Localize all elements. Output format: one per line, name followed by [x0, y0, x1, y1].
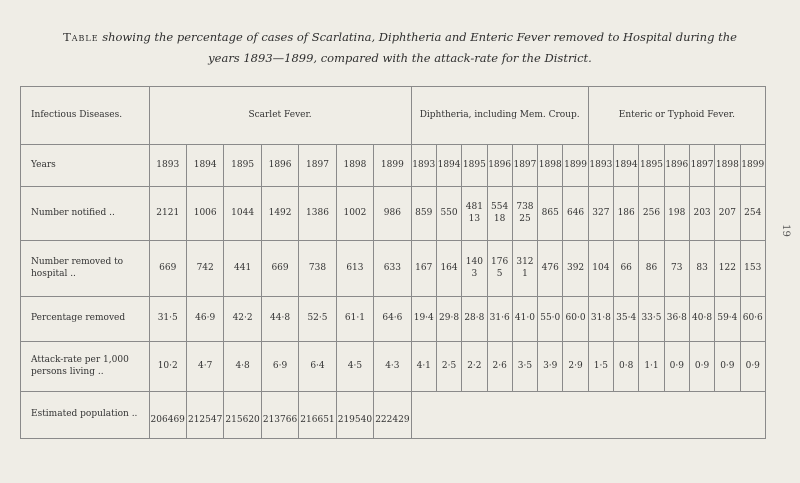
cell-value: 104 [592, 262, 610, 273]
row-number-removed [21, 241, 766, 297]
cell-value: 215620 [225, 414, 260, 425]
table-cell [186, 241, 223, 297]
year-header: 1895 [462, 145, 487, 187]
table-cell [374, 241, 411, 297]
cell-value: 441 [234, 262, 252, 273]
table-cell [299, 297, 336, 342]
page-number: 19 [780, 224, 792, 237]
cell-value: 1492 [268, 207, 292, 218]
cell-value: 213766 [262, 414, 298, 425]
caption-text-2: years 1893—1899, compared with the attack-rate for the District. [208, 51, 592, 65]
cell-value: 6·9 [272, 360, 288, 371]
cell-value: 0·9 [669, 360, 684, 371]
year-header: 1897 [299, 145, 336, 187]
table-cell [261, 241, 298, 297]
table-cell [261, 187, 298, 241]
table-cell [336, 342, 373, 392]
table-cell [740, 241, 765, 297]
cell-value: 83 [696, 262, 708, 273]
table-cell [538, 297, 563, 342]
table-cell [462, 241, 487, 297]
cell-subvalue: 3 [471, 268, 478, 279]
row-estimated-population [21, 392, 766, 439]
table-cell [715, 297, 740, 342]
year-header: 1895 [639, 145, 664, 187]
cell-value: 66 [620, 262, 632, 273]
table-cell [512, 342, 537, 392]
cell-value: 29·8 [439, 313, 460, 324]
years-row [21, 145, 766, 187]
cell-value: 859 [415, 207, 433, 218]
cell-value: 216651 [300, 414, 335, 425]
table-cell [512, 297, 537, 342]
year-header: 1899 [563, 145, 588, 187]
cell-value: 2·9 [568, 360, 583, 371]
table-cell [374, 392, 411, 439]
cell-value: 0·9 [745, 360, 760, 371]
cell-value: 1002 [343, 207, 367, 218]
cell-value: 207 [718, 207, 736, 218]
cell-value: 669 [271, 262, 289, 273]
table-cell [186, 342, 223, 392]
cell-value: 738 [516, 202, 534, 213]
cell-value: 31·8 [590, 313, 611, 324]
cell-value: 60·0 [565, 313, 586, 324]
caption-line-1 [20, 30, 780, 44]
cell-value: 28·8 [464, 313, 485, 324]
cell-value: 1006 [193, 207, 217, 218]
cell-value: 86 [645, 262, 658, 273]
cell-value: 40·8 [692, 313, 713, 324]
cell-subvalue: 25 [519, 213, 531, 224]
year-header: 1899 [740, 145, 765, 187]
table-cell [487, 187, 512, 241]
table-cell [149, 187, 186, 241]
cell-value: 0·8 [619, 360, 634, 371]
cell-value: 633 [383, 262, 401, 273]
cell-value: 392 [566, 262, 585, 273]
table-cell [261, 297, 298, 342]
table-cell [411, 241, 436, 297]
table-cell [436, 241, 461, 297]
cell-value: 1·1 [644, 360, 659, 371]
table-cell [336, 241, 373, 297]
year-header: 1896 [664, 145, 689, 187]
cell-value: 52·5 [307, 313, 328, 324]
table-cell [740, 297, 765, 342]
table-cell [740, 187, 765, 241]
cell-value: 4·8 [235, 360, 250, 371]
row-label: Estimated population .. [21, 392, 150, 439]
cell-value: 31·5 [157, 313, 178, 324]
cell-value: 2·5 [441, 360, 457, 371]
cell-value: 256 [642, 207, 661, 218]
year-header: 1898 [336, 145, 373, 187]
caption-text: showing the percentage of cases of Scarlatina, Diphtheria and Enteric Fever removed to Hospital during the [102, 30, 737, 44]
table-cell [588, 342, 613, 392]
table-cell [487, 297, 512, 342]
group-scarlet-fever: Scarlet Fever. [149, 87, 411, 145]
table-cell [563, 187, 588, 241]
cell-value: 669 [159, 262, 177, 273]
cell-value: 554 [491, 202, 509, 213]
table-cell [664, 297, 689, 342]
table-cell [563, 241, 588, 297]
table-cell [614, 241, 639, 297]
table-cell [462, 187, 487, 241]
empty-cell [411, 392, 765, 439]
group-enteric-fever: Enteric or Typhoid Fever. [588, 87, 765, 145]
table-cell [336, 187, 373, 241]
table-cell [664, 187, 689, 241]
cell-value: 481 [465, 202, 483, 213]
cell-value: 31·6 [489, 313, 510, 324]
cell-value: 55·0 [540, 313, 561, 324]
table-cell [149, 342, 186, 392]
cell-value: 33·5 [641, 313, 662, 324]
cell-value: 4·5 [347, 360, 363, 371]
table-cell [186, 187, 223, 241]
corner-header: Infectious Diseases. [21, 87, 150, 145]
table-cell [614, 187, 639, 241]
cell-value: 6·4 [310, 360, 325, 371]
header-row [21, 87, 766, 145]
cell-value: 198 [668, 207, 686, 218]
table-cell [538, 241, 563, 297]
cell-value: 60·6 [742, 313, 763, 324]
cell-value: 327 [592, 207, 610, 218]
cell-value: 44·8 [270, 313, 291, 324]
table-cell [512, 187, 537, 241]
table-cell [614, 342, 639, 392]
cell-value: 140 [465, 257, 483, 268]
cell-value: 1·5 [593, 360, 609, 371]
cell-value: 42·2 [232, 313, 253, 324]
year-header: 1894 [436, 145, 461, 187]
cell-value: 212547 [187, 414, 223, 425]
table-cell [588, 241, 613, 297]
table-cell [538, 342, 563, 392]
table-cell [374, 342, 411, 392]
data-table [20, 86, 766, 439]
table-cell [538, 187, 563, 241]
table-cell [639, 187, 664, 241]
year-header: 1894 [614, 145, 639, 187]
table-cell [639, 342, 664, 392]
table-cell [261, 342, 298, 392]
year-header: 1896 [261, 145, 298, 187]
cell-value: 4·3 [385, 360, 400, 371]
table-cell [563, 342, 588, 392]
cell-value: 613 [346, 262, 364, 273]
table-cell [715, 241, 740, 297]
cell-subvalue: 5 [496, 268, 503, 279]
table-cell [336, 392, 373, 439]
cell-value: 206469 [150, 414, 185, 425]
cell-value: 167 [415, 262, 433, 273]
table-cell [299, 392, 336, 439]
table-cell [689, 342, 714, 392]
cell-value: 61·1 [344, 313, 365, 324]
cell-value: 312 [516, 257, 534, 268]
cell-value: 2·6 [492, 360, 507, 371]
year-header: 1899 [374, 145, 411, 187]
table-cell [588, 297, 613, 342]
cell-value: 865 [541, 207, 559, 218]
table-cell [224, 342, 261, 392]
cell-value: 254 [744, 207, 762, 218]
table-cell [664, 342, 689, 392]
row-label: Attack-rate per 1,000 persons living .. [21, 342, 150, 392]
year-header: 1896 [487, 145, 512, 187]
table-cell [299, 342, 336, 392]
cell-value: 2121 [156, 207, 180, 218]
year-header: 1893 [588, 145, 613, 187]
table-cell [462, 297, 487, 342]
cell-value: 1044 [231, 207, 255, 218]
table-cell [224, 392, 261, 439]
cell-value: 742 [196, 262, 214, 273]
table-cell [689, 187, 714, 241]
table-cell [639, 241, 664, 297]
cell-value: 46·9 [195, 313, 216, 324]
cell-value: 186 [617, 207, 635, 218]
cell-value: 176 [491, 257, 509, 268]
cell-value: 0·9 [694, 360, 710, 371]
years-label: Years [21, 145, 150, 187]
table-cell [487, 241, 512, 297]
cell-subvalue: 13 [468, 213, 481, 224]
table-cell [186, 392, 223, 439]
table-cell [512, 241, 537, 297]
cell-value: 203 [693, 207, 711, 218]
row-attack-rate [21, 342, 766, 392]
row-label: Number notified .. [21, 187, 150, 241]
cell-value: 10·2 [157, 360, 178, 371]
table-cell [411, 342, 436, 392]
table-cell [563, 297, 588, 342]
cell-subvalue: 1 [522, 268, 528, 279]
row-percentage-removed [21, 297, 766, 342]
table-cell [689, 241, 714, 297]
table-cell [436, 297, 461, 342]
table-cell [336, 297, 373, 342]
year-header: 1894 [186, 145, 223, 187]
year-header: 1898 [715, 145, 740, 187]
table-cell [689, 297, 714, 342]
caption-line-2 [20, 51, 780, 65]
table-cell [299, 241, 336, 297]
cell-value: 4·1 [416, 360, 431, 371]
cell-value: 3·9 [543, 360, 558, 371]
cell-value: 550 [440, 207, 458, 218]
table-cell [740, 342, 765, 392]
cell-value: 3·5 [517, 360, 533, 371]
table-cell [487, 342, 512, 392]
cell-value: 41·0 [514, 313, 535, 324]
cell-value: 36·8 [666, 313, 687, 324]
table-cell [149, 392, 186, 439]
cell-value: 19·4 [413, 313, 434, 324]
table-cell [664, 241, 689, 297]
cell-value: 164 [440, 262, 458, 273]
table-cell [374, 187, 411, 241]
table-cell [149, 297, 186, 342]
caption-prefix: Table [63, 30, 99, 44]
year-header: 1897 [512, 145, 537, 187]
cell-value: 646 [566, 207, 585, 218]
table-cell [149, 241, 186, 297]
cell-value: 73 [671, 262, 683, 273]
table-cell [224, 297, 261, 342]
table-cell [614, 297, 639, 342]
cell-value: 122 [718, 262, 736, 273]
cell-value: 153 [744, 262, 762, 273]
table-cell [186, 297, 223, 342]
table-cell [299, 187, 336, 241]
cell-subvalue: 18 [493, 213, 506, 224]
cell-value: 64·6 [382, 313, 403, 324]
table-cell [715, 342, 740, 392]
cell-value: 35·4 [616, 313, 637, 324]
row-number-notified [21, 187, 766, 241]
year-header: 1893 [411, 145, 436, 187]
table-cell [411, 187, 436, 241]
row-label: Number removed to hospital .. [21, 241, 150, 297]
table-cell [436, 187, 461, 241]
cell-value: 59·4 [717, 313, 738, 324]
table-cell [436, 342, 461, 392]
table-cell [374, 297, 411, 342]
table-cell [261, 392, 298, 439]
year-header: 1897 [689, 145, 714, 187]
cell-value: 986 [383, 207, 401, 218]
cell-value: 1386 [306, 207, 329, 218]
table-cell [639, 297, 664, 342]
cell-value: 476 [541, 262, 559, 273]
table-cell [715, 187, 740, 241]
group-diphtheria: Diphtheria, including Mem. Croup. [411, 87, 588, 145]
cell-value: 0·9 [720, 360, 735, 371]
year-header: 1898 [538, 145, 563, 187]
cell-value: 738 [308, 262, 327, 273]
table-cell [224, 241, 261, 297]
cell-value: 222429 [375, 414, 410, 425]
table-cell [462, 342, 487, 392]
cell-value: 4·7 [198, 360, 213, 371]
table-cell [224, 187, 261, 241]
row-label: Percentage removed [21, 297, 150, 342]
cell-value: 2·2 [467, 360, 482, 371]
table-cell [411, 297, 436, 342]
year-header: 1893 [149, 145, 186, 187]
table-cell [588, 187, 613, 241]
cell-value: 219540 [337, 414, 373, 425]
year-header: 1895 [224, 145, 261, 187]
